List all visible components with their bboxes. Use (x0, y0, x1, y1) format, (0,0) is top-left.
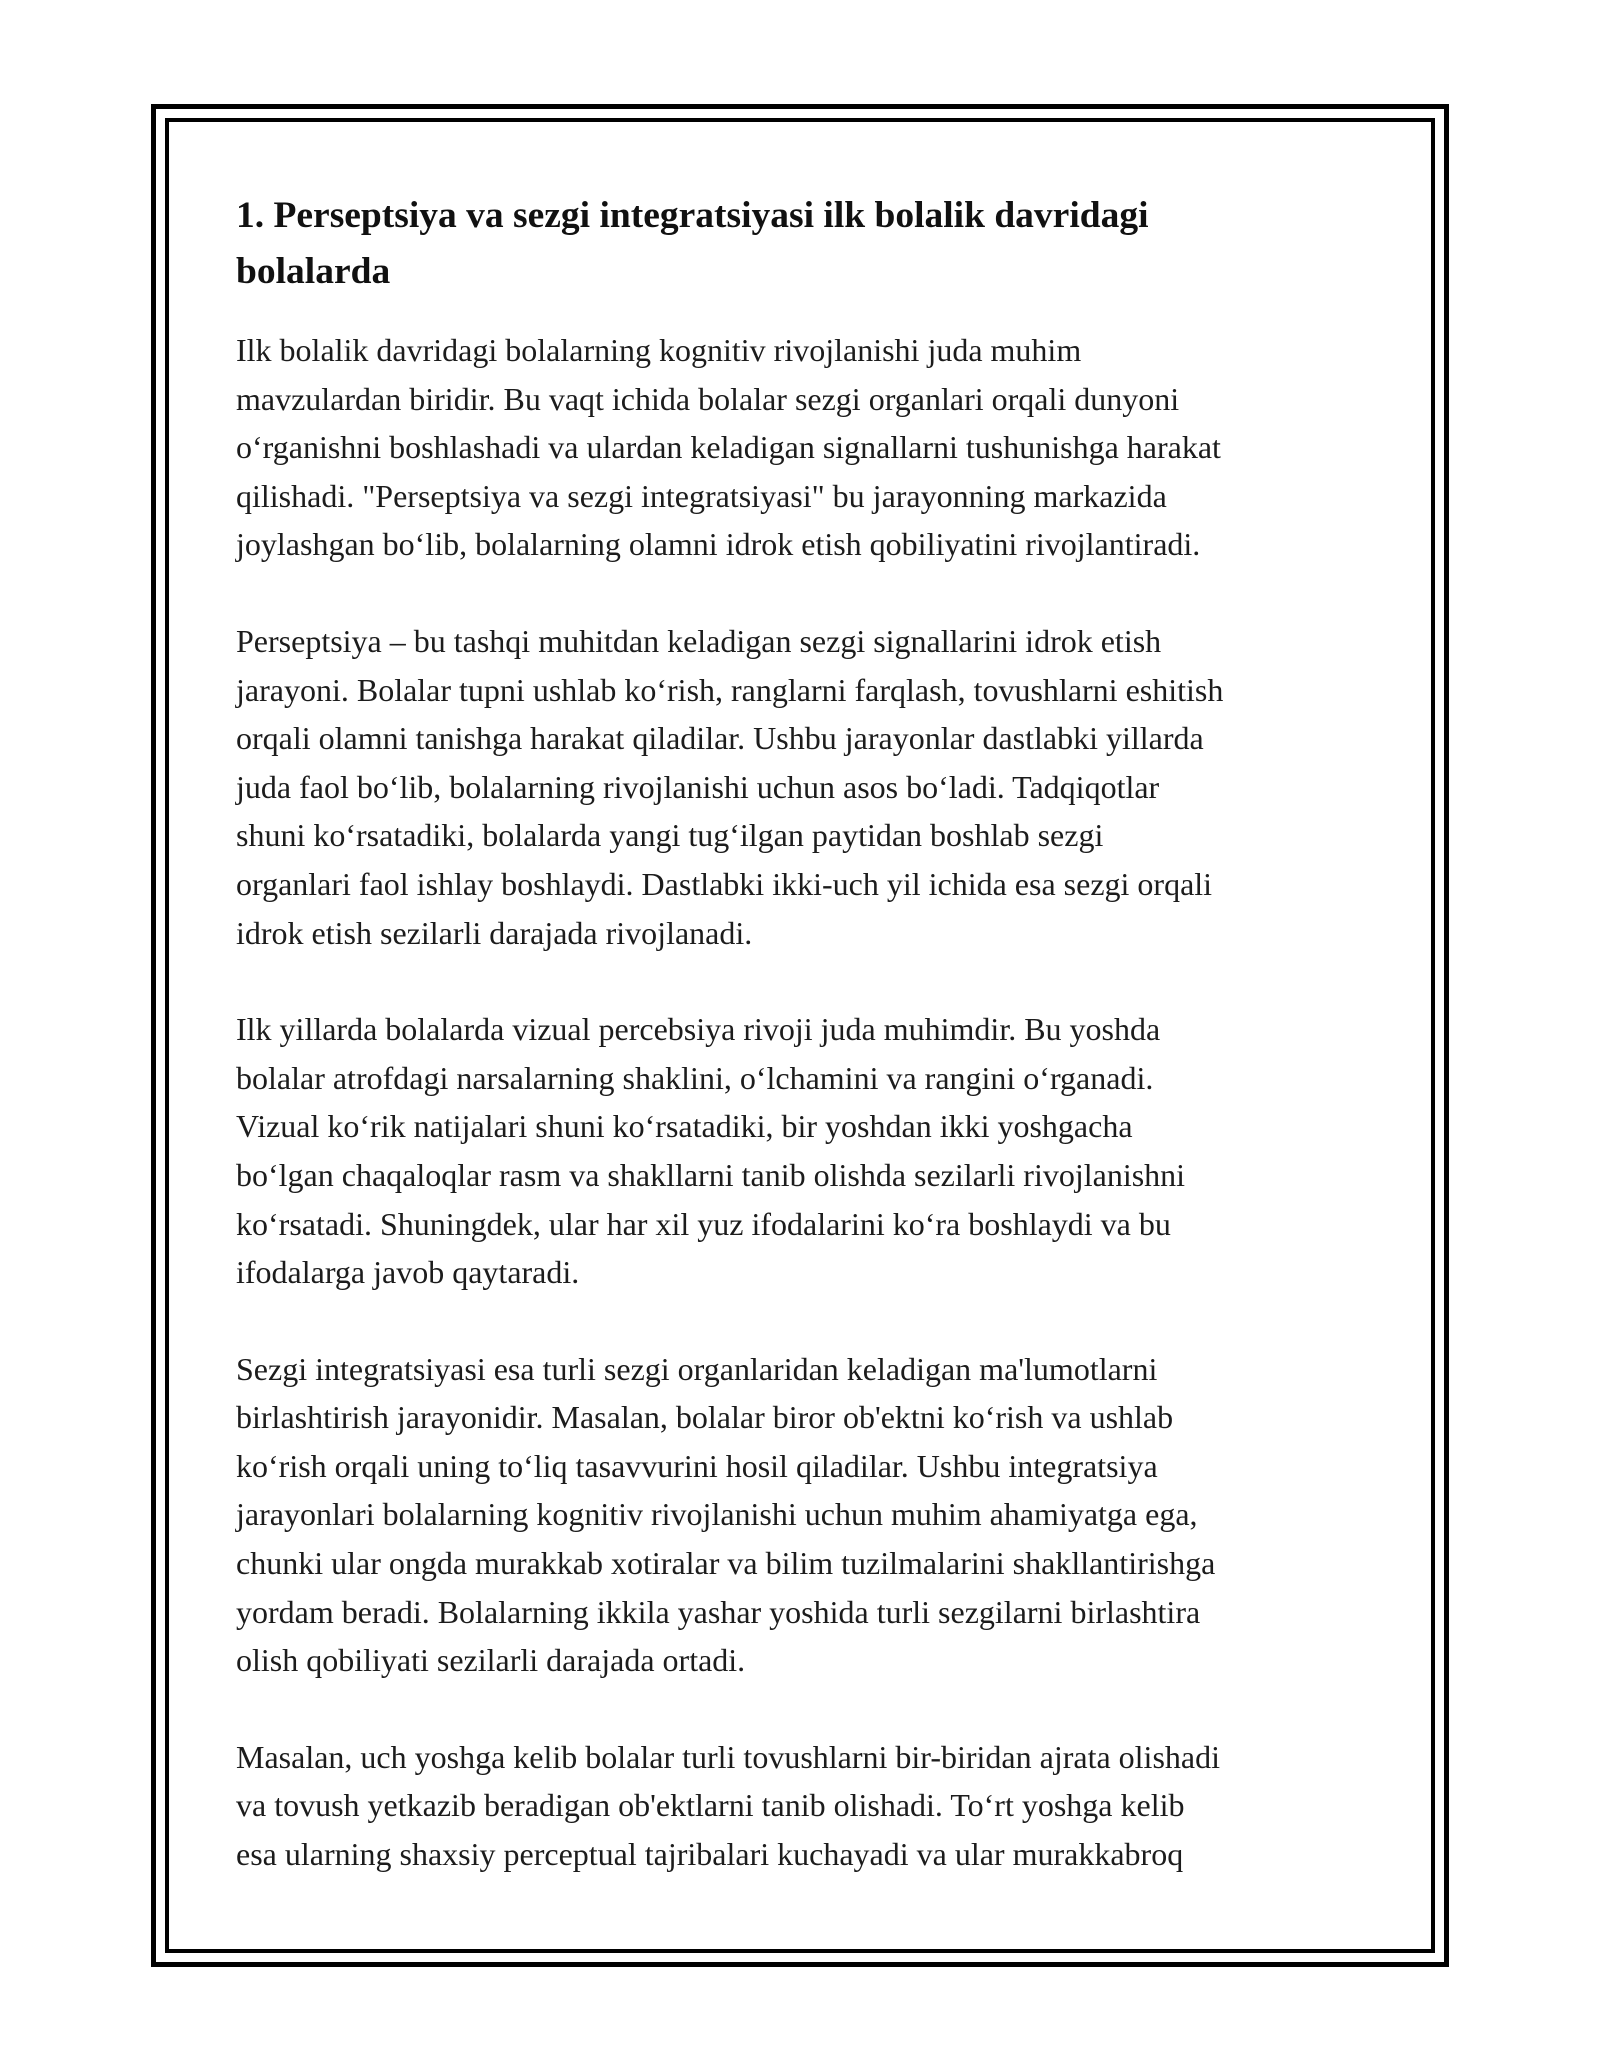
heading-line: 1. Perseptsiya va sezgi integratsiyasi ilk bolalik davridagi (236, 195, 1149, 236)
text-line: Sezgi integratsiyasi esa turli sezgi organlaridan keladigan ma'lumotlarni (236, 1350, 1158, 1387)
text-line: yordam beradi. Bolalarning ikkila yashar yoshida turli sezgilarni birlashtira (236, 1593, 1201, 1630)
text-line: mavzulardan biridir. Bu vaqt ichida bolalar sezgi organlari orqali dunyoni (236, 380, 1180, 417)
paragraph-3 (236, 1005, 1386, 1297)
text-line: joylashgan bo‘lib, bolalarning olamni idrok etish qobiliyatini rivojlantiradi. (236, 526, 1201, 563)
text-line: olish qobiliyati sezilarli darajada ortadi. (236, 1642, 746, 1679)
text-line: jarayonlari bolalarning kognitiv rivojlanishi uchun muhim ahamiyatga ega, (236, 1496, 1198, 1533)
text-line: esa ularning shaxsiy perceptual tajribalari kuchayadi va ular murakkabroq (236, 1836, 1184, 1873)
text-line: ifodalarga javob qaytaradi. (236, 1254, 580, 1291)
text-line: bolalar atrofdagi narsalarning shaklini, o‘lchamini va rangini o‘rganadi. (236, 1059, 1154, 1096)
paragraph-1 (236, 326, 1386, 569)
section-heading (236, 188, 1386, 300)
text-line: jarayoni. Bolalar tupni ushlab ko‘rish, ranglarni farqlash, tovushlarni eshitish (236, 671, 1224, 708)
paragraph-4 (236, 1345, 1386, 1685)
text-line: organlari faol ishlay boshlaydi. Dastlabki ikki-uch yil ichida esa sezgi orqali (236, 865, 1213, 902)
heading-line: bolalarda (236, 251, 391, 292)
text-line: birlashtirish jarayonidir. Masalan, bolalar biror ob'ektni ko‘rish va ushlab (236, 1399, 1174, 1436)
text-line: orqali olamni tanishga harakat qiladilar. Ushbu jarayonlar dastlabki yillarda (236, 720, 1204, 757)
text-line: bo‘lgan chaqaloqlar rasm va shakllarni tanib olishda sezilarli rivojlanishni (236, 1156, 1186, 1193)
text-line: va tovush yetkazib beradigan ob'ektlarni tanib olishadi. To‘rt yoshga kelib (236, 1787, 1185, 1824)
text-line: ko‘rsatadi. Shuningdek, ular har xil yuz ifodalarini ko‘ra boshlaydi va bu (236, 1205, 1171, 1242)
text-line: Ilk yillarda bolalarda vizual percebsiya rivoji juda muhimdir. Bu yoshda (236, 1011, 1161, 1048)
text-line: shuni ko‘rsatadiki, bolalarda yangi tug‘ilgan paytidan boshlab sezgi (236, 817, 1104, 854)
text-line: qilishadi. "Perseptsiya va sezgi integratsiyasi" bu jarayonning markazida (236, 477, 1167, 514)
text-line: Ilk bolalik davridagi bolalarning kognitiv rivojlanishi juda muhim (236, 332, 1082, 368)
paragraph-2 (236, 617, 1386, 957)
text-line: Vizual ko‘rik natijalari shuni ko‘rsatadiki, bir yoshdan ikki yoshgacha (236, 1108, 1133, 1145)
text-line: idrok etish sezilarli darajada rivojlanadi. (236, 914, 753, 951)
paragraph-5 (236, 1733, 1386, 1879)
text-line: o‘rganishni boshlashadi va ulardan keladigan signallarni tushunishga harakat (236, 429, 1221, 466)
text-line: Perseptsiya – bu tashqi muhitdan keladigan sezgi signallarini idrok etish (236, 622, 1162, 659)
text-line: ko‘rish orqali uning to‘liq tasavvurini hosil qiladilar. Ushbu integratsiya (236, 1447, 1158, 1484)
text-line: juda faol bo‘lib, bolalarning rivojlanishi uchun asos bo‘ladi. Tadqiqotlar (236, 768, 1160, 805)
text-line: chunki ular ongda murakkab xotiralar va bilim tuzilmalarini shakllantirishga (236, 1545, 1216, 1582)
document-body (236, 188, 1386, 1927)
text-line: Masalan, uch yoshga kelib bolalar turli tovushlarni bir-biridan ajrata olishadi (236, 1738, 1220, 1775)
